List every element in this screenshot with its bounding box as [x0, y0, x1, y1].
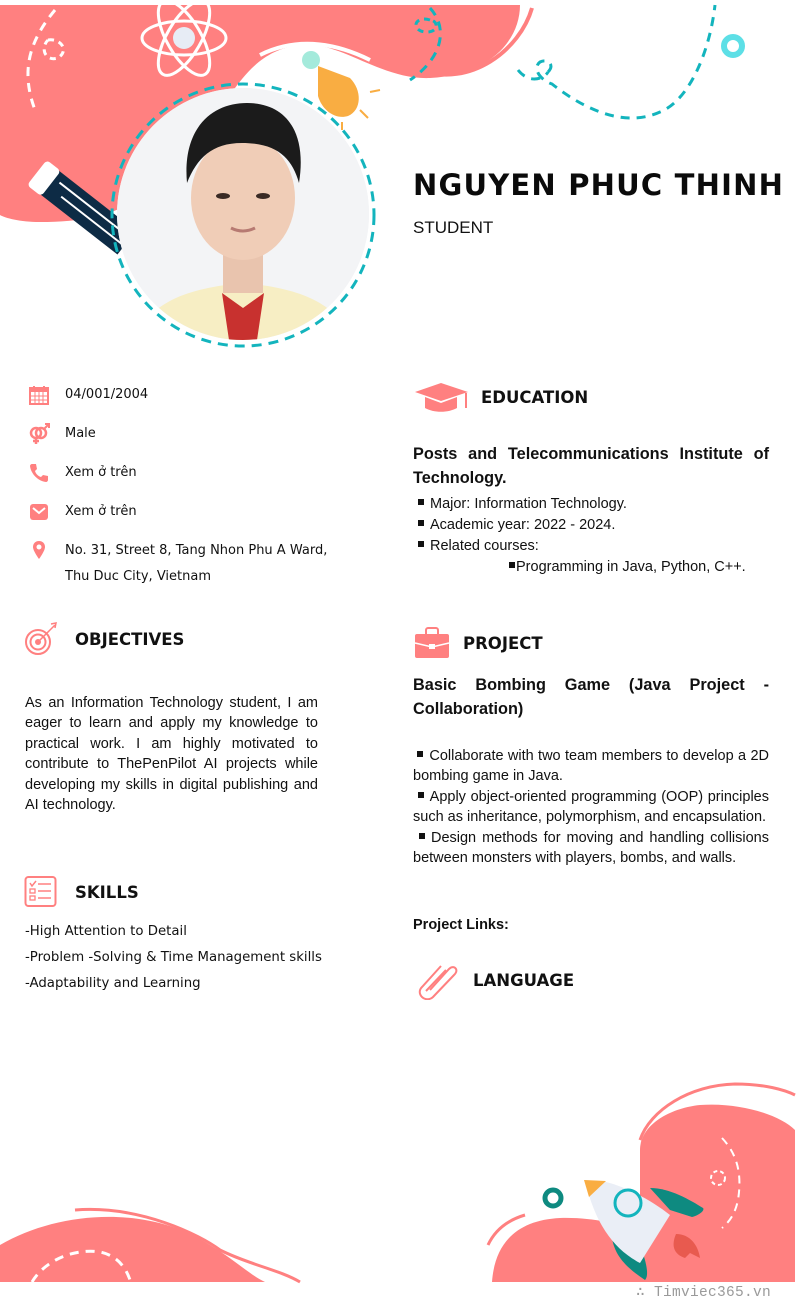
project-bullet: [413, 828, 769, 869]
checklist-icon: [24, 875, 58, 909]
personal-info: [28, 384, 358, 605]
candidate-name: NGUYEN PHUC THINH: [413, 168, 785, 202]
skills-header: [24, 875, 139, 909]
gender-icon: [28, 423, 50, 445]
map-pin-icon: [28, 540, 50, 562]
gender-row: [28, 423, 358, 447]
address-line-2: Thu Duc City, Vietnam: [65, 569, 212, 584]
target-icon: [24, 622, 58, 656]
skills-title: SKILLS: [75, 882, 139, 902]
project-bullet-text: Collaborate with two team members to develop a 2D bombing game in Java.: [413, 748, 769, 785]
education-item-text: Major: Information Technology.: [430, 496, 627, 512]
skill-item: -High Attention to Detail: [25, 924, 187, 939]
bullet-icon: [417, 751, 423, 757]
project-bullet: [413, 787, 769, 828]
watermark: ∴ Timviec365.vn: [636, 1285, 772, 1301]
education-item: [418, 494, 746, 515]
bullet-icon: [509, 562, 515, 568]
address-line-1: No. 31, Street 8, Tang Nhon Phu A Ward,: [65, 543, 328, 558]
objectives-title: OBJECTIVES: [75, 629, 185, 649]
email-row: [28, 501, 358, 525]
language-header: [416, 960, 574, 1000]
project-header: [414, 626, 543, 660]
project-bullet: [413, 746, 769, 787]
skills-list: [25, 924, 322, 1002]
gender-value: Male: [65, 426, 96, 441]
objectives-text: As an Information Technology student, I am eager to learn and apply my knowledge to practical work. I am highly motivated to contribute to ThePenPilot AI projects while developing my skills in digital publishing and AI technology.: [25, 695, 318, 814]
education-item: [418, 515, 746, 536]
skill-item: -Adaptability and Learning: [25, 976, 201, 991]
phone-icon: [28, 462, 50, 484]
education-header: [414, 380, 588, 414]
bullet-icon: [418, 792, 424, 798]
education-title: EDUCATION: [481, 387, 589, 407]
project-bullet-text: Apply object-oriented programming (OOP) principles such as inheritance, polymorphism, and encapsulation.: [413, 788, 769, 826]
school-name: Posts and Telecommunications Institute of Technology.: [413, 445, 769, 487]
education-item: [418, 536, 746, 557]
phone-row: [28, 462, 358, 486]
objectives-header: [24, 622, 184, 656]
birthday-row: [28, 384, 358, 408]
education-item-text: Related courses:: [430, 538, 539, 554]
email-value[interactable]: Xem ở trên: [65, 504, 137, 519]
envelope-icon: [28, 501, 50, 523]
project-links-label: Project Links:: [413, 917, 509, 933]
address-value: [65, 538, 327, 590]
project-bullet-text: Design methods for moving and handling collisions between monsters with players, bombs, and walls.: [413, 829, 770, 867]
education-item-text: Academic year: 2022 - 2024.: [430, 517, 616, 533]
project-bullets: [413, 746, 769, 868]
paperclip-icon: [416, 960, 458, 1000]
project-name: Basic Bombing Game (Java Project - Collaboration): [413, 676, 769, 718]
calendar-icon: [28, 384, 50, 406]
bullet-icon: [418, 520, 424, 526]
education-details: [418, 494, 746, 578]
bullet-icon: [418, 499, 424, 505]
footer-decoration: [0, 1060, 800, 1308]
bullet-icon: [418, 541, 424, 547]
phone-value[interactable]: Xem ở trên: [65, 465, 137, 480]
bullet-icon: [419, 833, 425, 839]
language-title: LANGUAGE: [473, 970, 575, 990]
address-row: [28, 540, 358, 590]
briefcase-icon: [414, 626, 450, 660]
course-item: [418, 557, 746, 578]
skill-item: -Problem -Solving & Time Management skills: [25, 950, 322, 965]
course-item-text: Programming in Java, Python, C++.: [516, 559, 746, 575]
graduation-cap-icon: [414, 380, 470, 414]
candidate-role: STUDENT: [413, 218, 494, 237]
project-title: PROJECT: [463, 633, 543, 653]
birthday-value: 04/001/2004: [65, 387, 149, 402]
profile-photo: [117, 88, 369, 340]
